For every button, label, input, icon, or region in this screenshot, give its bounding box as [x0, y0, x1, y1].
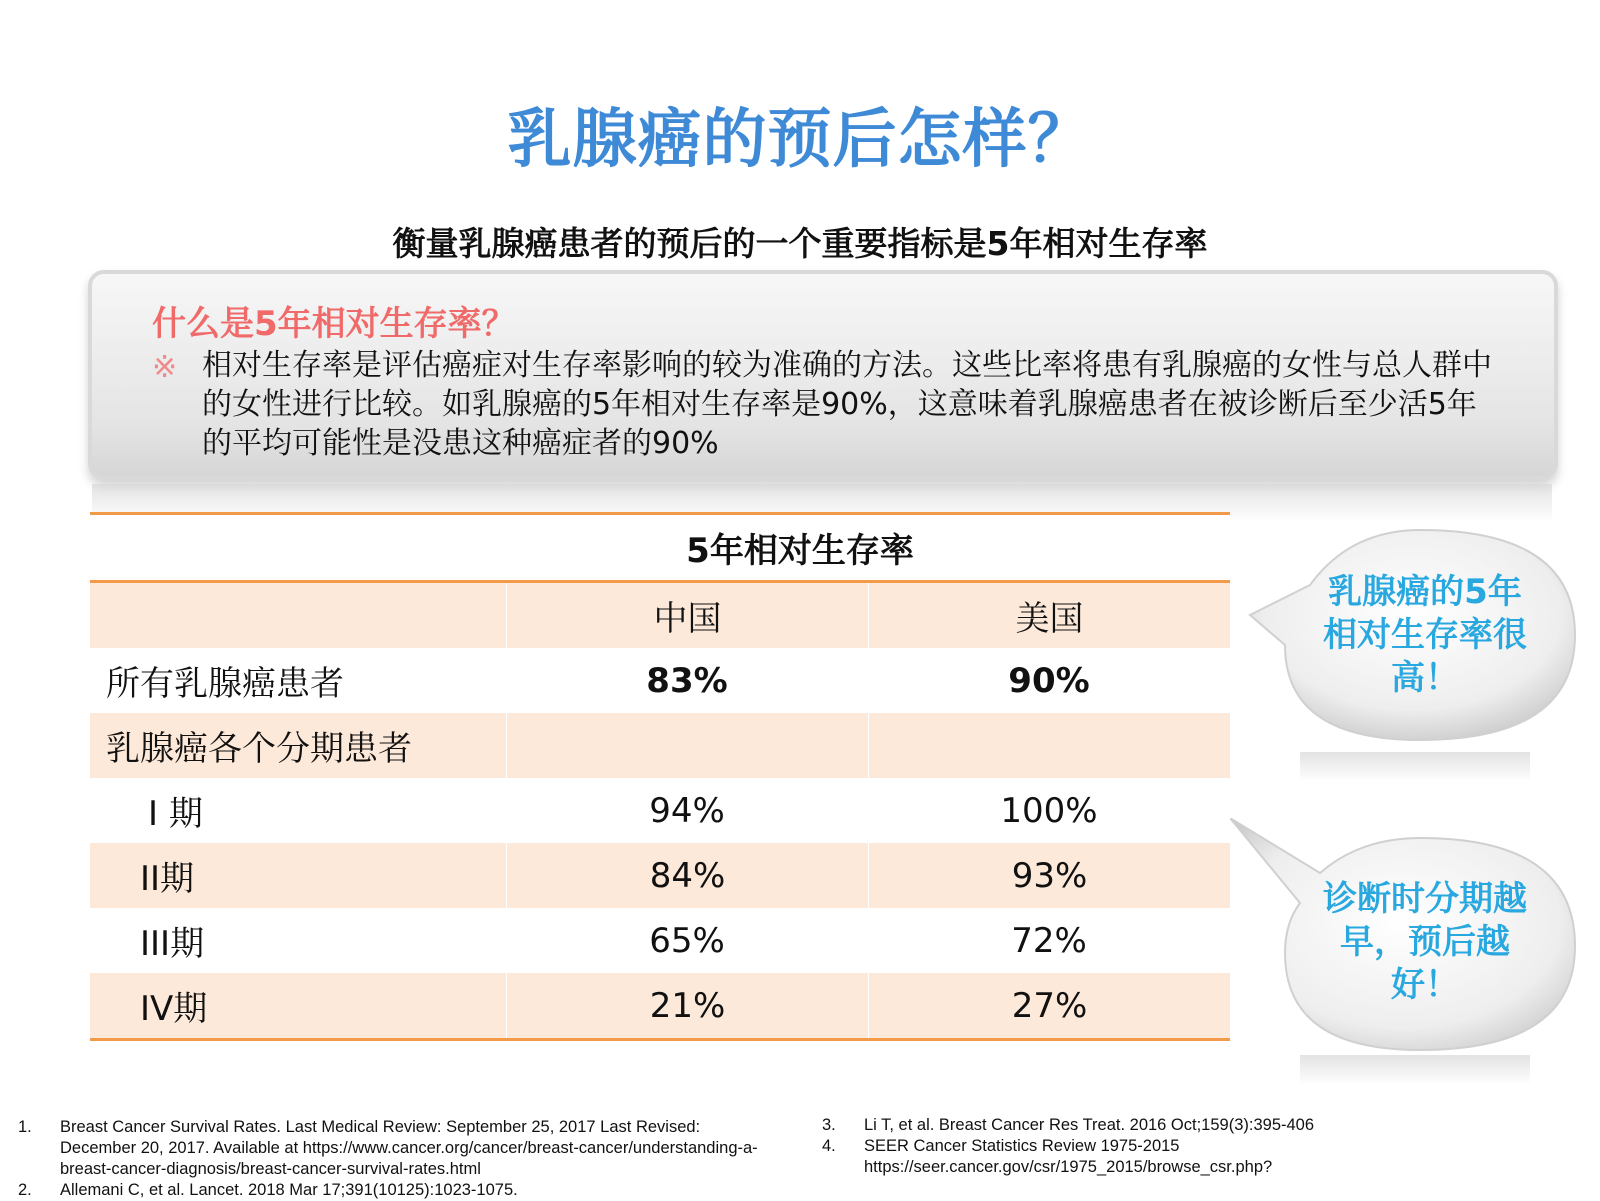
callout-bubble-survival — [1230, 525, 1590, 755]
row-label: I 期 — [148, 794, 203, 834]
reference-item — [18, 1180, 758, 1201]
cell-usa: 27% — [868, 973, 1230, 1038]
cell-china: 84% — [506, 843, 868, 908]
cell-china: 83% — [646, 660, 728, 701]
reference-number: 1. — [18, 1118, 32, 1136]
table-row — [90, 908, 1230, 973]
cell-usa — [868, 713, 1230, 778]
reference-item — [822, 1136, 1342, 1178]
table-header-china: 中国 — [506, 583, 868, 648]
row-label: III期 — [140, 924, 205, 964]
callout-text: 乳腺癌的5年相对生存率很高！ — [1323, 572, 1527, 698]
reference-number: 4. — [822, 1137, 836, 1155]
callout-bubble-early-diagnosis — [1230, 818, 1590, 1058]
definition-box — [88, 270, 1558, 480]
reference-text: Allemani C, et al. Lancet. 2018 Mar 17;391(10125):1023-1075. — [60, 1181, 518, 1199]
cell-china: 94% — [649, 790, 725, 831]
reference-number: 3. — [822, 1116, 836, 1134]
cell-china: 65% — [649, 920, 725, 961]
page-subtitle: 衡量乳腺癌患者的预后的一个重要指标是5年相对生存率 — [392, 224, 1208, 263]
callout-reflection — [1300, 752, 1530, 782]
cell-usa: 93% — [868, 843, 1230, 908]
row-label: 所有乳腺癌患者 — [106, 664, 344, 704]
row-label: IV期 — [140, 989, 208, 1029]
reference-text: Breast Cancer Survival Rates. Last Medical Review: September 25, 2017 Last Revised: December 20, 2017. Available at https://www.cancer.org/cancer/breast-cancer/understanding-a-breast-cancer-diagnosis/breast-cancer-survival-rates.html — [60, 1118, 758, 1178]
table-header-usa: 美国 — [868, 583, 1230, 648]
table-row — [90, 973, 1230, 1038]
references-right — [822, 1115, 1342, 1178]
table-title: 5年相对生存率 — [686, 531, 914, 571]
cell-usa: 90% — [1008, 660, 1090, 701]
table-row — [90, 713, 1230, 778]
reference-mark-icon: ※ — [152, 350, 178, 385]
table-row — [90, 843, 1230, 908]
table-row — [90, 778, 1230, 843]
reference-text: SEER Cancer Statistics Review 1975-2015 https://seer.cancer.gov/csr/1975_2015/browse_csr.php? — [864, 1137, 1273, 1176]
definition-heading: 什么是5年相对生存率？ — [152, 304, 516, 344]
definition-text: 相对生存率是评估癌症对生存率影响的较为准确的方法。这些比率将患有乳腺癌的女性与总人群中的女性进行比较。如乳腺癌的5年相对生存率是90%，这意味着乳腺癌患者在被诊断后至少活5年的平均可能性是没患这种癌症者的90% — [202, 348, 1492, 461]
reference-number: 2. — [18, 1181, 32, 1199]
row-label: 乳腺癌各个分期患者 — [106, 729, 412, 769]
callout-text: 诊断时分期越早，预后越好！ — [1323, 879, 1527, 1005]
table-header-empty — [90, 583, 506, 648]
row-label: II期 — [140, 859, 195, 899]
table-row — [90, 648, 1230, 713]
references-left — [18, 1117, 758, 1201]
reference-item — [18, 1117, 758, 1180]
survival-table — [90, 512, 1230, 1041]
cell-china — [506, 713, 868, 778]
cell-usa: 72% — [1011, 920, 1087, 961]
reference-item — [822, 1115, 1342, 1136]
table-header-row — [90, 580, 1230, 648]
cell-china: 21% — [506, 973, 868, 1038]
cell-usa: 100% — [1000, 790, 1098, 831]
table-title-row — [90, 515, 1230, 580]
page-title: 乳腺癌的预后怎样？ — [507, 103, 1093, 177]
reference-text: Li T, et al. Breast Cancer Res Treat. 2016 Oct;159(3):395-406 — [864, 1116, 1315, 1134]
callout-reflection — [1300, 1055, 1530, 1085]
